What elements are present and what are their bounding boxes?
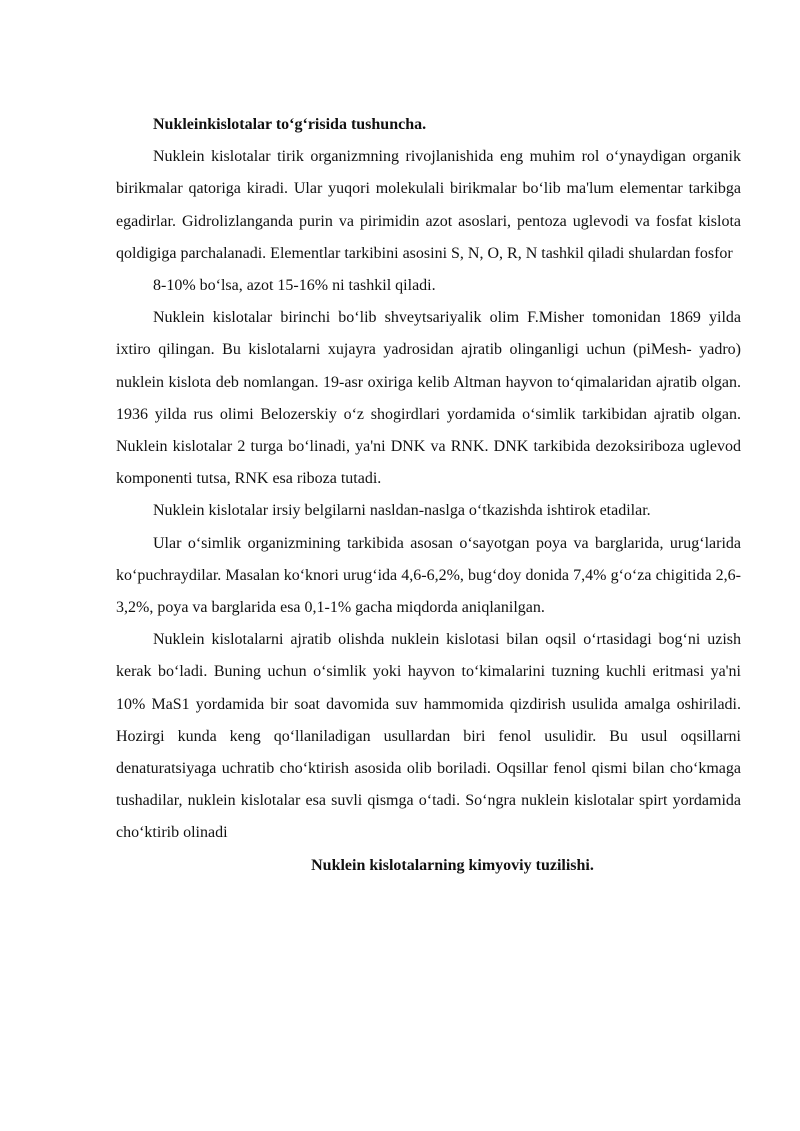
paragraph-history: Nuklein kislotalar birinchi bo‘lib shveytsariyalik olim F.Misher tomonidan 1869 yilda ixtiro qilingan. Bu kislotalarni xujayra yadrosidan ajratib olinganligi uchun (piMesh- yadro) nuklein kislota deb nomlangan. 19-asr oxiriga kelib Altman hayvon to‘qimalaridan ajratib olgan. 1936 yilda rus olimi Belozerskiy o‘z shogirdlari yordamida o‘simlik tarkibidan ajratib olgan. Nuklein kislotalar 2 turga bo‘linadi, ya'ni DNK va RNK. DNK tarkibida dezoksiriboza uglevod komponenti tutsa, RNK esa riboza tutadi. <box>116 309 741 488</box>
document-body <box>116 109 741 882</box>
paragraph-distribution: Ular o‘simlik organizmining tarkibida asosan o‘sayotgan poya va barglarida, urug‘larida ko‘puchraydilar. Masalan ko‘knori urug‘ida 4,6-6,2%, bug‘doy donida 7,4% g‘o‘za chigitida 2,6-3,2%, poya va barglarida esa 0,1-1% gacha miqdorda aniqlanilgan. <box>116 534 741 617</box>
paragraph-composition: 8-10% bo‘lsa, azot 15-16% ni tashkil qiladi. <box>153 277 436 295</box>
section-heading: Nukleinkislotalar to‘g‘risida tushuncha. <box>153 116 427 133</box>
paragraph-intro: Nuklein kislotalar tirik organizmning rivojlanishida eng muhim rol o‘ynaydigan organik birikmalar qatoriga kiradi. Ular yuqori molekulali birikmalar bo‘lib ma'lum elementar tarkibga egadirlar. Gidrolizlanganda purin va pirimidin azot asoslari, pentoza uglevodi va fosfat kislota qoldigiga parchalanadi. Elementlar tarkibini asosini S, N, O, R, N tashkil qiladi shulardan fosfor <box>116 148 741 262</box>
section-subheading: Nuklein kislotalarning kimyoviy tuzilishi. <box>311 856 594 874</box>
paragraph-extraction: Nuklein kislotalarni ajratib olishda nuklein kislotasi bilan oqsil o‘rtasidagi bog‘ni uzish kerak bo‘ladi. Buning uchun o‘simlik yoki hayvon to‘kimalarini tuzning kuchli eritmasi ya'ni 10% MaS1 yordamida bir soat davomida suv hammomida qizdirish usulida amalga oshiriladi. Hozirgi kunda keng qo‘llaniladigan usullardan biri fenol usulidir. Bu usul oqsillarni denaturatsiyaga uchratib cho‘ktirish asosida olib boriladi. Oqsillar fenol qismi bilan cho‘kmaga tushadilar, nuklein kislotalar esa suvli qismga o‘tadi. So‘ngra nuklein kislotalar spirt yordamida cho‘ktirib olinadi <box>116 631 741 842</box>
paragraph-heredity: Nuklein kislotalar irsiy belgilarni nasldan-naslga o‘tkazishda ishtirok etadilar. <box>153 502 651 520</box>
